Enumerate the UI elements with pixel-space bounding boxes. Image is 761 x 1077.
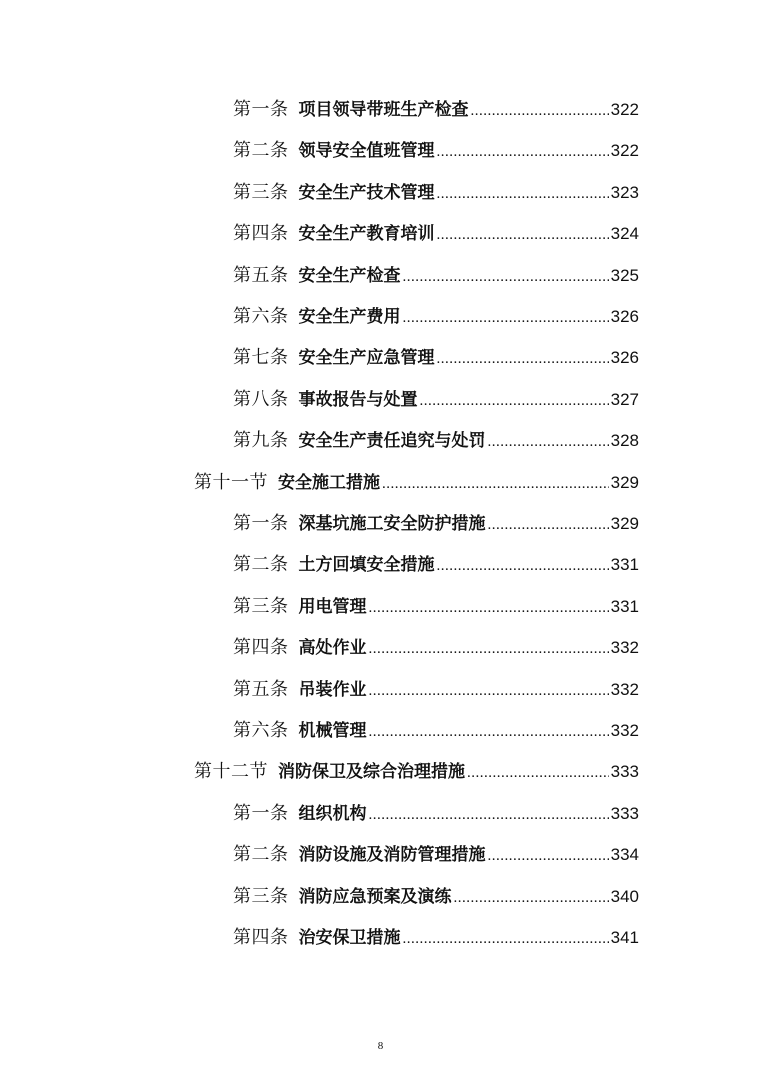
- toc-entry-page: 326: [610, 307, 639, 326]
- toc-article-entry[interactable]: [233, 386, 639, 414]
- toc-entry-number: 第二条: [233, 140, 289, 161]
- toc-entry-title: 安全生产费用: [298, 307, 401, 327]
- toc-article-entry[interactable]: [233, 510, 639, 538]
- toc-entry-number: 第八条: [233, 389, 289, 410]
- toc-entry-number: 第三条: [233, 886, 289, 907]
- dot-leader: [369, 594, 609, 622]
- toc-article-entry[interactable]: [233, 593, 639, 621]
- dot-leader: [403, 304, 609, 332]
- dot-leader: [403, 263, 609, 291]
- toc-entry-number: 第一条: [233, 803, 289, 824]
- dot-leader: [437, 345, 609, 373]
- toc-entry-number: 第九条: [233, 430, 289, 451]
- dot-leader: [437, 221, 609, 249]
- dot-leader: [437, 180, 609, 208]
- toc-entry-page: 324: [610, 224, 639, 243]
- toc-entry-number: 第一条: [233, 99, 289, 120]
- toc-entry-title: 消防保卫及综合治理措施: [278, 762, 465, 782]
- toc-entry-title: 安全生产教育培训: [298, 224, 435, 244]
- dot-leader: [488, 842, 609, 870]
- toc-entry-title: 安全生产应急管理: [298, 348, 435, 368]
- toc-entry-page: 328: [610, 431, 639, 450]
- toc-entry-page: 322: [610, 100, 639, 119]
- toc-entry-title: 机械管理: [298, 721, 367, 741]
- toc-entry-title: 项目领导带班生产检查: [298, 100, 469, 120]
- toc-entry-number: 第三条: [233, 182, 289, 203]
- toc-article-entry[interactable]: [233, 800, 639, 828]
- toc-entry-page: 333: [610, 762, 639, 781]
- toc-article-entry[interactable]: [233, 551, 639, 579]
- toc-entry-number: 第四条: [233, 927, 289, 948]
- toc-entry-title: 组织机构: [298, 804, 367, 824]
- toc-entry-page: 332: [610, 721, 639, 740]
- toc-entry-page: 332: [610, 680, 639, 699]
- dot-leader: [369, 635, 609, 663]
- dot-leader: [437, 552, 609, 580]
- toc-entry-page: 334: [610, 845, 639, 864]
- dot-leader: [369, 677, 609, 705]
- toc-entry-page: 331: [610, 555, 639, 574]
- toc-entry-number: 第五条: [233, 679, 289, 700]
- toc-entry-title: 事故报告与处置: [298, 390, 418, 410]
- toc-section-entry[interactable]: [194, 469, 639, 497]
- dot-leader: [437, 138, 609, 166]
- toc-article-entry[interactable]: [233, 220, 639, 248]
- toc-entry-number: 第二条: [233, 554, 289, 575]
- toc-entry-page: 333: [610, 804, 639, 823]
- toc-entry-title: 深基坑施工安全防护措施: [298, 514, 486, 534]
- toc-entry-title: 治安保卫措施: [298, 928, 401, 948]
- toc-entry-page: 329: [610, 514, 639, 533]
- toc-entry-page: 341: [610, 928, 639, 947]
- dot-leader: [454, 884, 609, 912]
- toc-section-entry[interactable]: [194, 758, 639, 786]
- toc-entry-number: 第四条: [233, 637, 289, 658]
- toc-entry-title: 安全施工措施: [278, 473, 380, 493]
- toc-entry-number: 第四条: [233, 223, 289, 244]
- dot-leader: [420, 387, 609, 415]
- toc-entry-title: 安全生产责任追究与处罚: [298, 431, 486, 451]
- toc-article-entry[interactable]: [233, 96, 639, 124]
- toc-article-entry[interactable]: [233, 344, 639, 372]
- dot-leader: [488, 428, 609, 456]
- toc-entry-number: 第十一节: [194, 472, 268, 493]
- toc-article-entry[interactable]: [233, 179, 639, 207]
- toc-entry-title: 领导安全值班管理: [298, 141, 435, 161]
- toc-entry-number: 第七条: [233, 347, 289, 368]
- toc-article-entry[interactable]: [233, 262, 639, 290]
- dot-leader: [382, 470, 609, 498]
- toc-article-entry[interactable]: [233, 717, 639, 745]
- dot-leader: [471, 97, 609, 125]
- toc-entry-page: 332: [610, 638, 639, 657]
- page-number: 8: [377, 1040, 384, 1052]
- dot-leader: [488, 511, 609, 539]
- toc-article-entry[interactable]: [233, 427, 639, 455]
- toc-entry-page: 331: [610, 597, 639, 616]
- toc-article-entry[interactable]: [233, 924, 639, 952]
- toc-entry-page: 327: [610, 390, 639, 409]
- toc-article-entry[interactable]: [233, 676, 639, 704]
- toc-entry-page: 326: [610, 348, 639, 367]
- toc-entry-title: 高处作业: [298, 638, 367, 658]
- toc-entry-number: 第六条: [233, 306, 289, 327]
- toc-entry-number: 第一条: [233, 513, 289, 534]
- toc-entry-page: 329: [610, 473, 639, 492]
- toc-entry-title: 消防应急预案及演练: [298, 887, 452, 907]
- toc-entry-number: 第十二节: [194, 761, 268, 782]
- toc-entry-title: 用电管理: [298, 597, 367, 617]
- toc-entry-title: 土方回填安全措施: [298, 555, 435, 575]
- toc-entry-number: 第三条: [233, 596, 289, 617]
- toc-entry-title: 吊装作业: [298, 680, 367, 700]
- toc-entry-page: 340: [610, 887, 639, 906]
- toc-entry-number: 第五条: [233, 265, 289, 286]
- dot-leader: [369, 801, 609, 829]
- toc-entry-page: 325: [610, 266, 639, 285]
- toc-entry-title: 安全生产检查: [298, 266, 401, 286]
- toc-entry-title: 安全生产技术管理: [298, 183, 435, 203]
- toc-entry-title: 消防设施及消防管理措施: [298, 845, 486, 865]
- dot-leader: [467, 759, 609, 787]
- toc-entry-number: 第二条: [233, 844, 289, 865]
- toc-article-entry[interactable]: [233, 634, 639, 662]
- toc-article-entry[interactable]: [233, 883, 639, 911]
- dot-leader: [369, 718, 609, 746]
- dot-leader: [403, 925, 609, 953]
- toc-article-entry[interactable]: [233, 303, 639, 331]
- toc-entry-page: 322: [610, 141, 639, 160]
- toc-entry-number: 第六条: [233, 720, 289, 741]
- toc-article-entry[interactable]: [233, 137, 639, 165]
- toc-entry-page: 323: [610, 183, 639, 202]
- toc-article-entry[interactable]: [233, 841, 639, 869]
